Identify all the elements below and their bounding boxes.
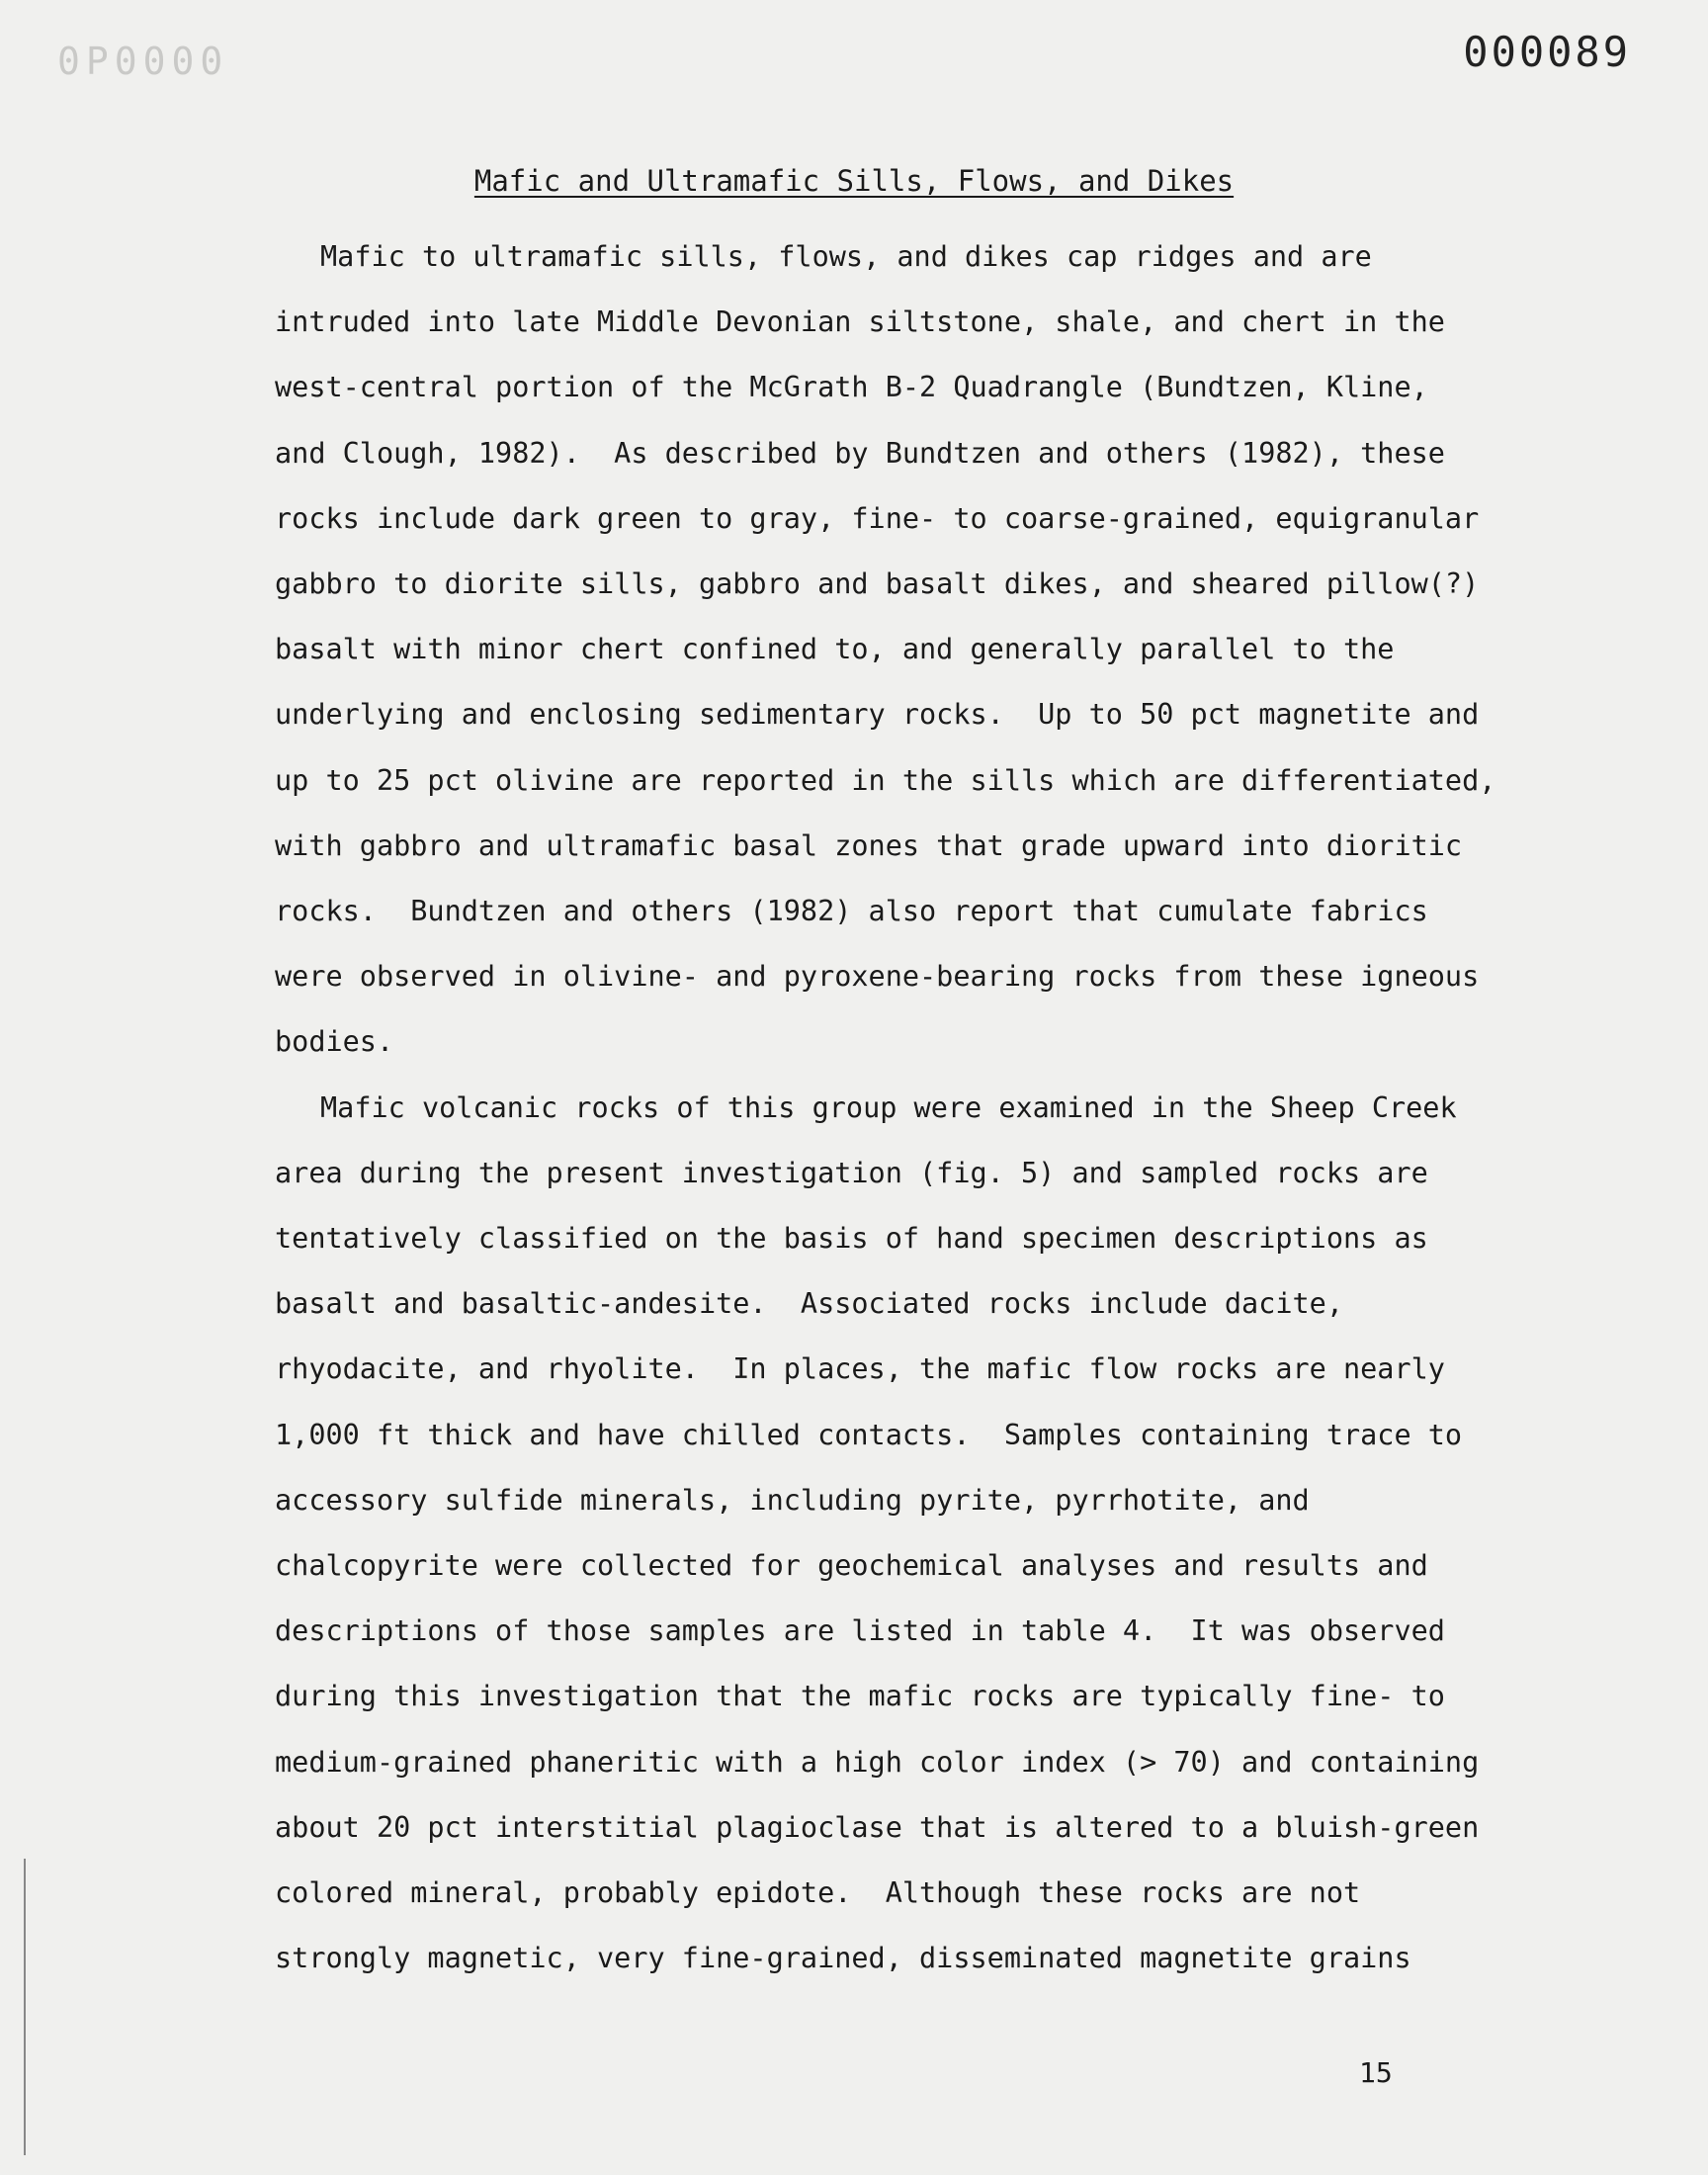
- text-line: rocks include dark green to gray, fine- to coarse-grained, equigranular: [275, 501, 1480, 535]
- text-line: chalcopyrite were collected for geochemical analyses and results and: [275, 1549, 1428, 1583]
- text-line: during this investigation that the mafic rocks are typically fine- to: [275, 1680, 1445, 1713]
- page-number: 15: [1359, 2056, 1393, 2089]
- text-line: colored mineral, probably epidote. Although these rocks are not: [275, 1876, 1361, 1910]
- text-line: strongly magnetic, very fine-grained, disseminated magnetite grains: [275, 1942, 1411, 1975]
- text-line: intruded into late Middle Devonian siltstone, shale, and chert in the: [275, 305, 1445, 339]
- faded-stamp-number: 0P0000: [57, 40, 229, 83]
- text-line: rhyodacite, and rhyolite. In places, the mafic flow rocks are nearly: [275, 1352, 1445, 1386]
- text-line: gabbro to diorite sills, gabbro and basalt dikes, and sheared pillow(?): [275, 567, 1480, 601]
- text-line: rocks. Bundtzen and others (1982) also report that cumulate fabrics: [275, 895, 1428, 928]
- text-line: basalt and basaltic-andesite. Associated rocks include dacite,: [275, 1287, 1343, 1321]
- text-line: tentatively classified on the basis of hand specimen descriptions as: [275, 1222, 1428, 1256]
- text-line: medium-grained phaneritic with a high color index (> 70) and containing: [275, 1745, 1480, 1779]
- text-line: 1,000 ft thick and have chilled contacts. Samples containing trace to: [275, 1418, 1463, 1451]
- text-line: and Clough, 1982). As described by Bundtzen and others (1982), these: [275, 436, 1445, 470]
- section-heading: Mafic and Ultramafic Sills, Flows, and Dikes: [473, 164, 1235, 198]
- text-line: Mafic volcanic rocks of this group were examined in the Sheep Creek: [320, 1090, 1457, 1124]
- text-line: up to 25 pct olivine are reported in the sills which are differentiated,: [275, 763, 1496, 797]
- text-line: underlying and enclosing sedimentary rocks. Up to 50 pct magnetite and: [275, 698, 1480, 732]
- text-line: west-central portion of the McGrath B-2 Quadrangle (Bundtzen, Kline,: [275, 371, 1428, 404]
- text-line: Mafic to ultramafic sills, flows, and dikes cap ridges and are: [320, 240, 1372, 273]
- text-line: accessory sulfide minerals, including pyrite, pyrrhotite, and: [275, 1483, 1310, 1517]
- text-line: bodies.: [275, 1025, 394, 1059]
- text-line: descriptions of those samples are listed in table 4. It was observed: [275, 1614, 1445, 1648]
- text-line: basalt with minor chert confined to, and generally parallel to the: [275, 633, 1395, 666]
- body-text: [275, 224, 1495, 1991]
- text-line: area during the present investigation (fig. 5) and sampled rocks are: [275, 1156, 1428, 1189]
- text-line: about 20 pct interstitial plagioclase that is altered to a bluish-green: [275, 1810, 1480, 1844]
- document-number: 000089: [1463, 28, 1631, 76]
- scan-margin-line: [24, 1859, 26, 2155]
- text-line: were observed in olivine- and pyroxene-bearing rocks from these igneous: [275, 960, 1480, 994]
- text-line: with gabbro and ultramafic basal zones that grade upward into dioritic: [275, 828, 1463, 862]
